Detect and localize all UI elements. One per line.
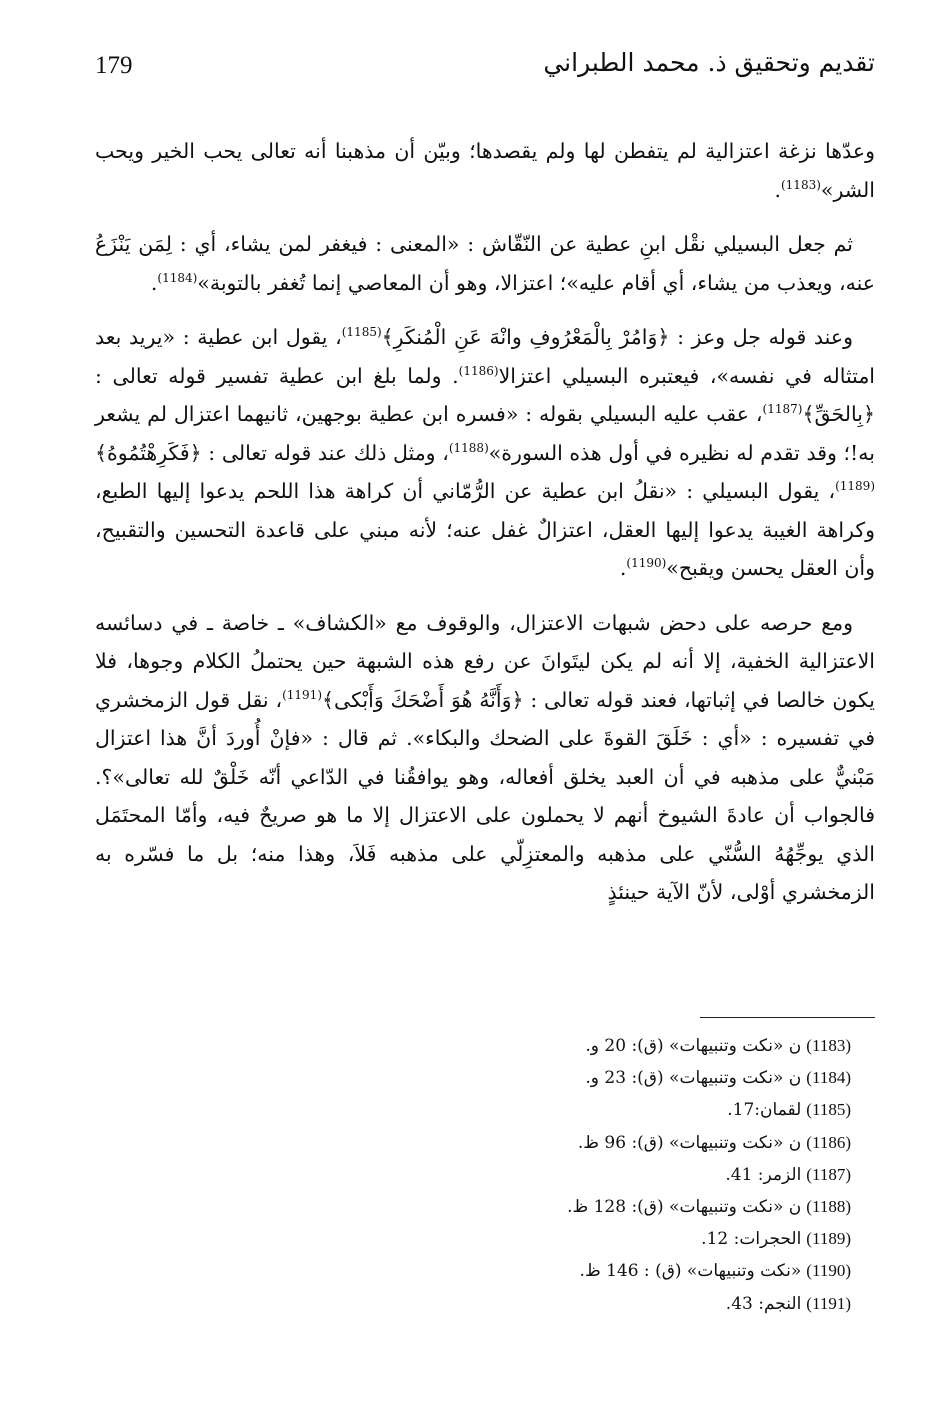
paragraph-text: . <box>150 270 158 295</box>
footnote-text: ن «نكت وتنبيهات» (ق): 20 و. <box>585 1036 802 1056</box>
footnote-ref: (1185) <box>341 325 382 339</box>
footnotes <box>351 1030 851 1320</box>
paragraph-text: وعدّها نزغة اعتزالية لم يتفطن لها ولم يقصدها؛ وبيّن أن مذهبنا أنه تعالى يحب الخير ويحب الشر» <box>95 139 875 202</box>
paragraph-text: ، يقول ابن عطية : «يريد بعد امتثاله في نفسه»، فيعتبره البسيلي اعتزالا <box>95 325 875 388</box>
footnote-text: «نكت وتنبيهات» (ق) : 146 ظ. <box>579 1261 802 1282</box>
paragraph <box>95 132 875 209</box>
footnote-text: لقمان:17. <box>727 1100 802 1121</box>
footnote-number: (1190) <box>806 1261 851 1281</box>
footnote-text: ن «نكت وتنبيهات» (ق): 96 ظ. <box>577 1132 802 1153</box>
footnote <box>351 1288 851 1320</box>
paragraph-text: . <box>774 177 781 202</box>
footnote-text: الزمر: 41. <box>725 1164 802 1185</box>
footnote-text: ن «نكت وتنبيهات» (ق): 128 ظ. <box>567 1197 802 1218</box>
footnote-number: (1186) <box>806 1132 851 1152</box>
footnote <box>351 1127 851 1159</box>
footnote <box>351 1191 851 1223</box>
footnote-text: النجم: 43. <box>725 1293 802 1314</box>
footnote-ref: (1183) <box>780 177 821 192</box>
footnote-number: (1189) <box>806 1229 851 1249</box>
footnote-ref: (1187) <box>762 402 803 416</box>
paragraph-text: وعند قوله جل وعز : ﴿وَامُرْ بِالْمَعْرُوفِ وانْهَ عَنِ الْمُنكَرِ﴾ <box>381 325 854 349</box>
running-title: تقديم وتحقيق ذ. محمد الطبراني <box>543 48 875 77</box>
paragraph-text: ، يقول البسيلي : «نقلُ ابن عطية عن الرُّمّاني أن كراهة هذا اللحم يدعوا إليها الطبع، وكراهة الغيبة يدعوا إليها العقل، اعتزالٌ غفل عنه؛ لأنه مبني على قاعدة التحسين والتقبيح، وأن العقل يحسن ويقبح» <box>95 479 875 580</box>
footnote-separator <box>700 1017 875 1018</box>
paragraph-text: ، ومثل ذلك عند قوله تعالى : ﴿فَكَرِهْتُمُوهُ﴾ <box>95 440 449 465</box>
footnote-number: (1183) <box>806 1036 851 1055</box>
paragraph-text: ، نقل قول الزمخشري في تفسيره : «أي : خَلَقَ القوةَ على الضحك والبكاء». ثم قال : «فإنْ أُوردَ أنَّ هذا اعتزال مَبْنيٌّ على مذهبه في أن العبد يخلق أفعاله، وهو يوافقُنا في الدّاعي أنّه خَلْقٌ لله تعالى»؟. فالجواب أن عادةَ الشيوخ أنهم لا يحملون على الاعتزال إلا ما هو صريحٌ فيه، وأمّا المحتَمَل الذي يوجِّهُهُ السُّنّي على مذهبه والمعتزِلّي على مذهبه فَلاَ، وهذا منه؛ بل ما فسّره به الزمخشري أوْلى، لأنّ الآية حينئذٍ <box>95 687 875 904</box>
footnote <box>351 1030 851 1062</box>
paragraph <box>95 604 875 912</box>
footnote-text: ن «نكت وتنبيهات» (ق): 23 و. <box>585 1068 802 1089</box>
paragraph <box>95 318 875 588</box>
footnote-number: (1184) <box>806 1068 851 1088</box>
paragraph-text: . <box>619 556 627 580</box>
paragraph <box>95 225 875 302</box>
footnote <box>351 1255 851 1287</box>
page-number: 179 <box>95 52 133 79</box>
footnote-ref: (1186) <box>458 363 499 378</box>
main-text <box>95 132 875 928</box>
footnote-ref: (1184) <box>157 270 198 285</box>
footnote-number: (1188) <box>806 1197 851 1217</box>
footnote-ref: (1188) <box>448 440 489 455</box>
footnote-number: (1191) <box>806 1293 851 1313</box>
paragraph-text: . ولما بلغ ابن عطية تفسير قوله تعالى : ﴿بِالحَقِّ﴾ <box>95 363 875 426</box>
footnote-number: (1187) <box>806 1164 851 1184</box>
footnote-ref: (1189) <box>835 479 875 493</box>
paragraph-text: ومع حرصه على دحض شبهات الاعتزال، والوقوف مع «الكشاف» ـ خاصة ـ في دسائسه الاعتزالية الخفية، إلا أنه لم يكن ليتَوانَ عن رفع هذه الشبهة حين يحتملُ الكلام وجوها، فلا يكون خالصا في إثباتها، فعند قوله تعالى : ﴿وَأَنَّهُ هُوَ أَضْحَكَ وَأَبْكى﴾ <box>95 610 875 712</box>
footnote <box>351 1094 851 1126</box>
footnote-text: الحجرات: 12. <box>701 1229 802 1250</box>
footnote-ref: (1190) <box>626 556 667 570</box>
footnote-ref: (1191) <box>282 687 322 702</box>
footnote <box>351 1159 851 1191</box>
footnote-number: (1185) <box>806 1100 851 1120</box>
footnote <box>351 1062 851 1094</box>
paragraph-text: ، عقب عليه البسيلي بقوله : «فسره ابن عطية بوجهين، ثانيهما اعتزال لم يشعر به!؛ وقد تقدم له نظيره في أول هذه السورة» <box>95 402 875 465</box>
page-header <box>95 48 875 88</box>
footnote <box>351 1223 851 1255</box>
paragraph-text: ثم جعل البسيلي نقْل ابنِ عطية عن النّقّاش : «المعنى : فيغفر لمن يشاء، أي : لِمَن يَنْزَعُ عنه، ويعذب من يشاء، أي أقام عليه»؛ اعتزالا، وهو أن المعاصي إنما تُغفر بالتوبة» <box>95 232 875 295</box>
